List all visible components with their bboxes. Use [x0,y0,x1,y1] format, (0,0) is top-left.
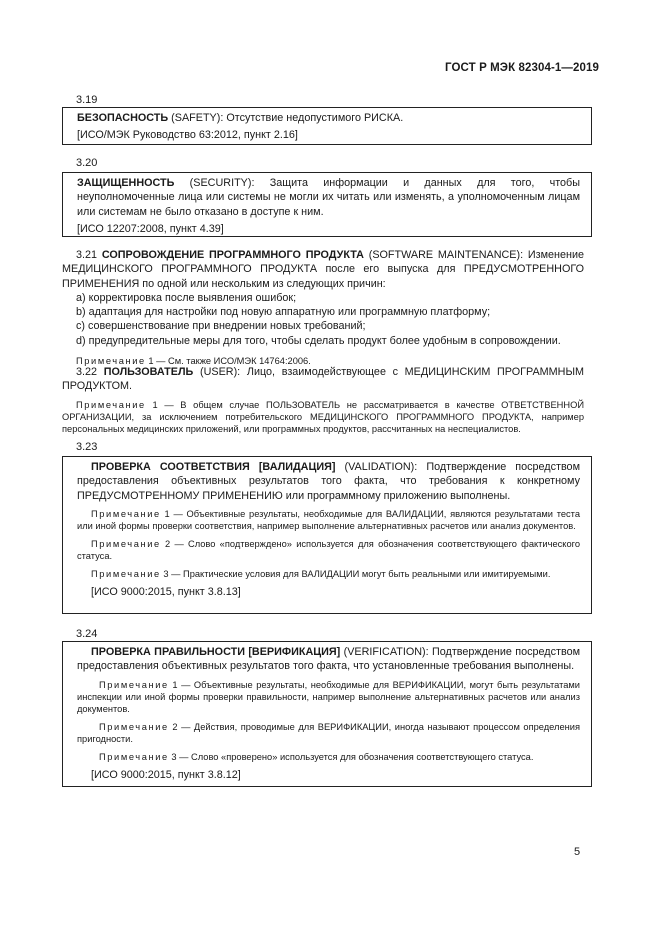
source-reference: [ИСО 12207:2008, пункт 4.39] [77,222,224,235]
document-header: ГОСТ Р МЭК 82304-1—2019 [445,62,599,74]
note: Примечание 1 — Объективные результаты, необходимые для ВАЛИДАЦИИ, являются результатами теста или иной формы проверки соответствия, например выполнение альтернативных расчетов или анализ документов. [77,508,580,532]
list-item: a) корректировка после выявления ошибок; [76,291,297,304]
term: ПРОВЕРКА ПРАВИЛЬНОСТИ [ВЕРИФИКАЦИЯ] [91,646,341,658]
section-number-3-24: 3.24 [76,628,98,640]
definition-box-security [62,172,592,237]
section-number-3-20: 3.20 [76,157,98,169]
section-number-3-23: 3.23 [76,441,98,453]
definition-text: ПРОВЕРКА ПРАВИЛЬНОСТИ [ВЕРИФИКАЦИЯ] (VERIFICATION): Подтверждение посредством предоставления объективных результатов того факта, что установленные требования выполнены. [77,646,580,673]
source-reference: [ИСО 9000:2015, пункт 3.8.13] [91,585,241,598]
note: Примечание 1 — См. также ИСО/МЭК 14764:2006. [76,356,311,367]
term: ПРОВЕРКА СООТВЕТСТВИЯ [ВАЛИДАЦИЯ] [91,461,336,473]
definition-box-validation [62,456,592,614]
definition-text: БЕЗОПАСНОСТЬ (SAFETY): Отсутствие недопустимого РИСКА. [77,112,404,124]
term: СОПРОВОЖДЕНИЕ ПРОГРАММНОГО ПРОДУКТА [101,249,364,261]
note: Примечание 3 — Практические условия для ВАЛИДАЦИИ могут быть реальными или имитируемыми. [91,568,551,579]
definition-box-safety [62,107,592,145]
note: Примечание 3 — Слово «проверено» используется для обозначения соответствующего статуса. [99,751,534,762]
section-number-3-19: 3.19 [76,94,98,106]
definition-software-maintenance [62,248,584,367]
list-item: b) адаптация для настройки под новую аппаратную или программную платформу; [76,306,491,319]
note: Примечание 1 — Объективные результаты, необходимые для ВЕРИФИКАЦИИ, могут быть результатами инспекции или иной формы проверки правильности, например выполнение альтернативных расчетов или анализ документов. [77,679,580,715]
note: Примечание 2 — Действия, проводимые для ВЕРИФИКАЦИИ, иногда называют процессом определения пригодности. [77,721,580,745]
page-number: 5 [574,846,581,858]
definition-text: ЗАЩИЩЕННОСТЬ (SECURITY): Защита информации и данных для того, чтобы неуполномоченные лица или системы не могли их читать или изменять, а уполномоченным лицам или системам не было отказано в доступе к ним. [77,177,580,218]
note: Примечание 1 — В общем случае ПОЛЬЗОВАТЕЛЬ не рассматривается в качестве ОТВЕТСТВЕННОЙ ОРГАНИЗАЦИИ, за исключением потребительского МЕДИЦИНСКОГО ПРОГРАММНОГО ПРОДУКТА, например персональных медицинских приложений, или программных продуктов, рассчитанных на неспециалистов. [62,399,584,435]
note: Примечание 2 — Слово «подтверждено» используется для обозначения соответствующего фактического статуса. [77,538,580,562]
term: ЗАЩИЩЕННОСТЬ [77,177,175,189]
definition-text: 3.22 ПОЛЬЗОВАТЕЛЬ (USER): Лицо, взаимодействующее с МЕДИЦИНСКИМ ПРОГРАММНЫМ ПРОДУКТОМ. [62,366,584,393]
term: ПОЛЬЗОВАТЕЛЬ [103,366,194,378]
definition-text: ПРОВЕРКА СООТВЕТСТВИЯ [ВАЛИДАЦИЯ] (VALIDATION): Подтверждение посредством предоставления объективных результатов того факта, что требования к конкретному ПРЕДУСМОТРЕННОМУ ПРИМЕНЕНИЮ или программному приложению выполнены. [77,461,580,502]
definition-text: 3.21 СОПРОВОЖДЕНИЕ ПРОГРАММНОГО ПРОДУКТА (SOFTWARE MAINTENANCE): Изменение МЕДИЦИНСКОГО ПРОГРАММНОГО ПРОДУКТА после его выпуска для ПРЕДУСМОТРЕННОГО ПРИМЕНЕНИЯ по одной или нескольким из следующих причин: [62,249,584,290]
definition-box-verification [62,641,592,787]
term: БЕЗОПАСНОСТЬ [77,112,169,124]
source-reference: [ИСО/МЭК Руководство 63:2012, пункт 2.16] [77,129,298,142]
list-item: c) совершенствование при внедрении новых требований; [76,320,366,333]
definition-user [62,365,584,436]
list-item: d) предупредительные меры для того, чтобы сделать продукт более удобным в сопровождении. [76,334,561,347]
source-reference: [ИСО 9000:2015, пункт 3.8.12] [91,769,241,782]
